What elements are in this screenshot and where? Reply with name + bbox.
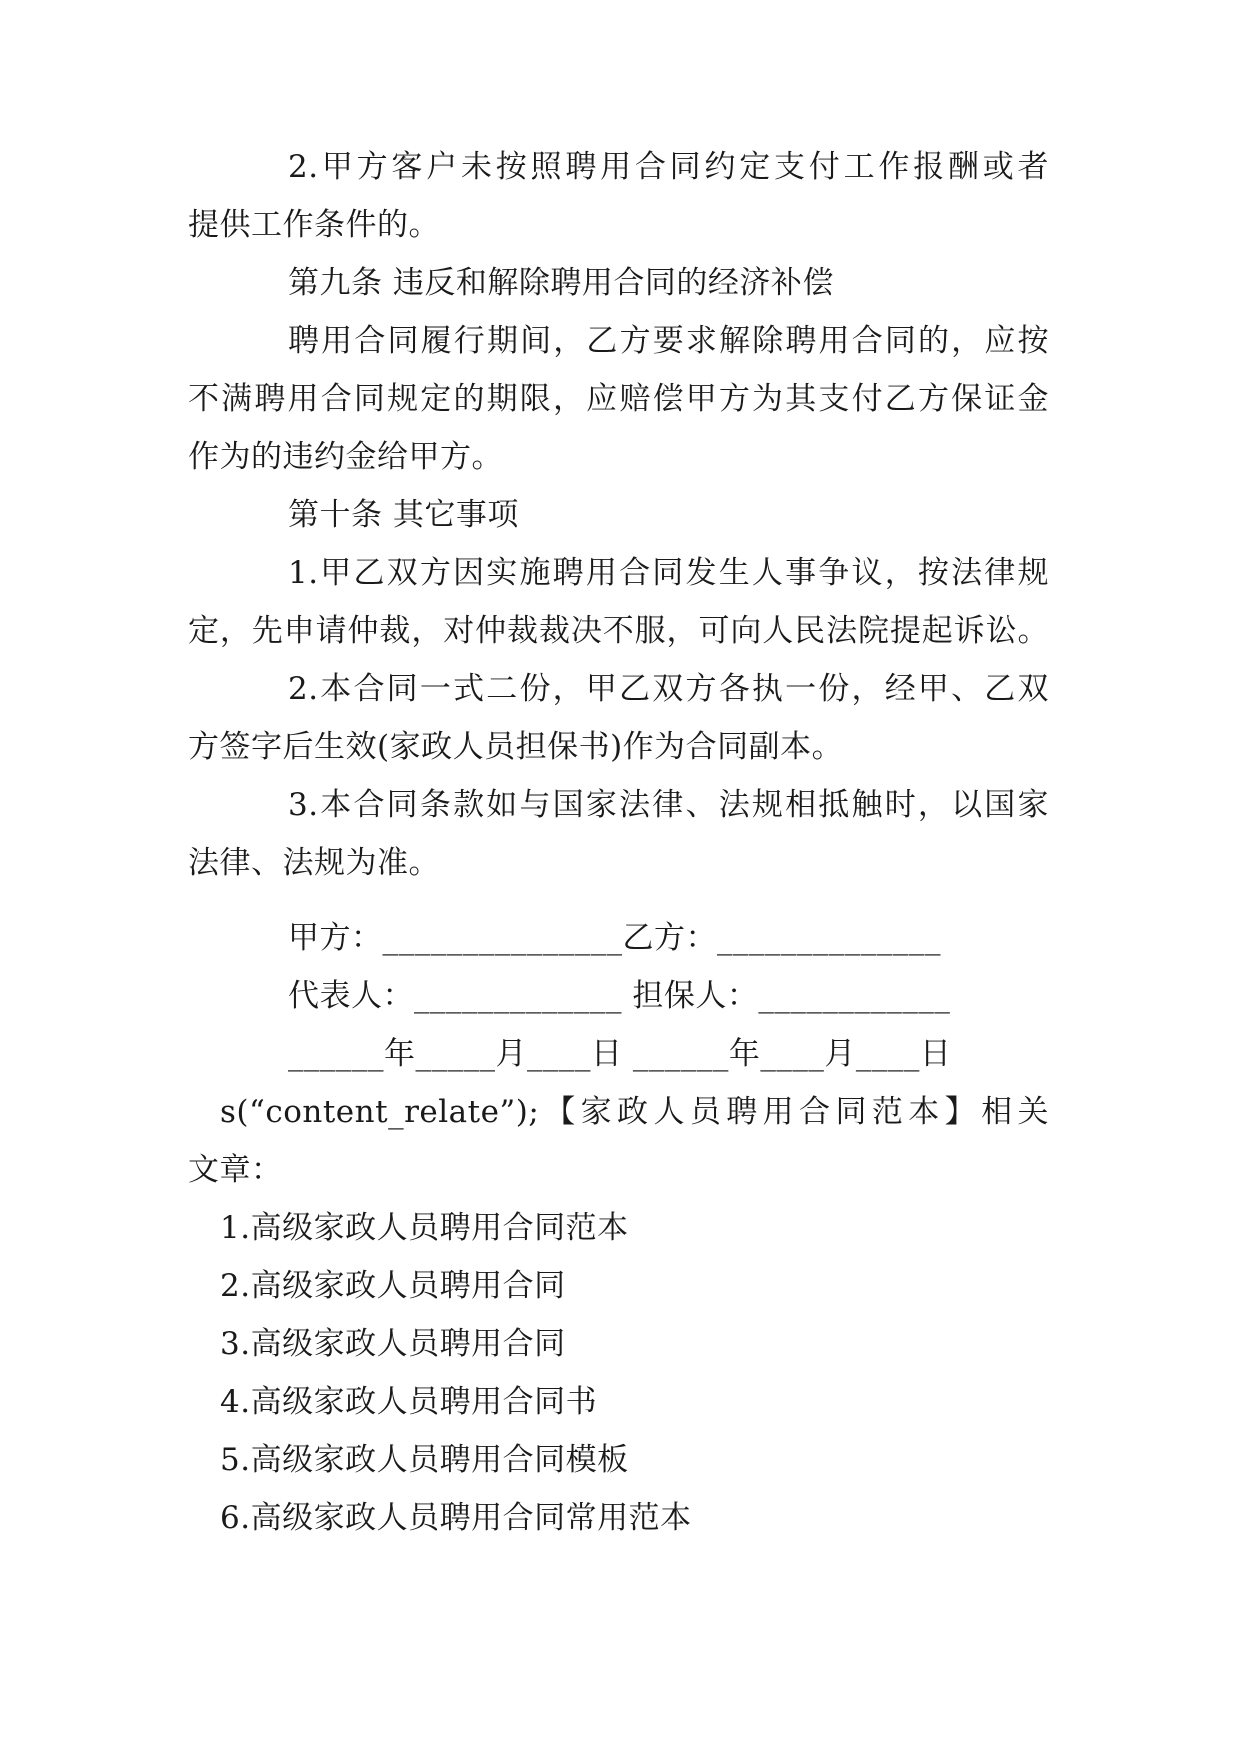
signature-date-line: ______年_____月____日 ______年____月____日	[288, 1036, 952, 1072]
related-article-link[interactable]: 6.高级家政人员聘用合同常用范本	[220, 1500, 692, 1536]
signature-party-line: 甲方：_______________乙方：______________	[288, 920, 941, 956]
related-article-link[interactable]: 4.高级家政人员聘用合同书	[220, 1384, 598, 1420]
signature-rep-line: 代表人：_____________ 担保人：____________	[288, 978, 951, 1014]
paragraph-line: 1.甲乙双方因实施聘用合同发生人事争议，按法律规	[288, 555, 1049, 591]
related-article-link[interactable]: 3.高级家政人员聘用合同	[220, 1326, 566, 1362]
section-heading: 第十条 其它事项	[288, 497, 519, 533]
related-articles-heading: 文章：	[188, 1152, 283, 1188]
related-article-link[interactable]: 5.高级家政人员聘用合同模板	[220, 1442, 629, 1478]
paragraph-line: 聘用合同履行期间，乙方要求解除聘用合同的，应按	[288, 323, 1049, 359]
paragraph-line: 法律、法规为准。	[188, 845, 440, 881]
paragraph-line: 3.本合同条款如与国家法律、法规相抵触时，以国家	[288, 787, 1049, 823]
related-article-link[interactable]: 1.高级家政人员聘用合同范本	[220, 1210, 629, 1246]
related-article-link[interactable]: 2.高级家政人员聘用合同	[220, 1268, 566, 1304]
paragraph-line: 2.甲方客户未按照聘用合同约定支付工作报酬或者	[288, 149, 1049, 185]
paragraph-line: 定，先申请仲裁，对仲裁裁决不服，可向人民法院提起诉讼。	[188, 613, 1049, 649]
paragraph-line: 不满聘用合同规定的期限，应赔偿甲方为其支付乙方保证金	[188, 381, 1049, 417]
paragraph-line: 作为的违约金给甲方。	[188, 439, 503, 475]
section-heading: 第九条 违反和解除聘用合同的经济补偿	[288, 265, 834, 301]
paragraph-line: 提供工作条件的。	[188, 207, 440, 243]
paragraph-line: 方签字后生效(家政人员担保书)作为合同副本。	[188, 729, 844, 765]
related-articles-heading: s(“content_relate”);【家政人员聘用合同范本】相关	[220, 1094, 1049, 1130]
paragraph-line: 2.本合同一式二份，甲乙双方各执一份，经甲、乙双	[288, 671, 1049, 707]
